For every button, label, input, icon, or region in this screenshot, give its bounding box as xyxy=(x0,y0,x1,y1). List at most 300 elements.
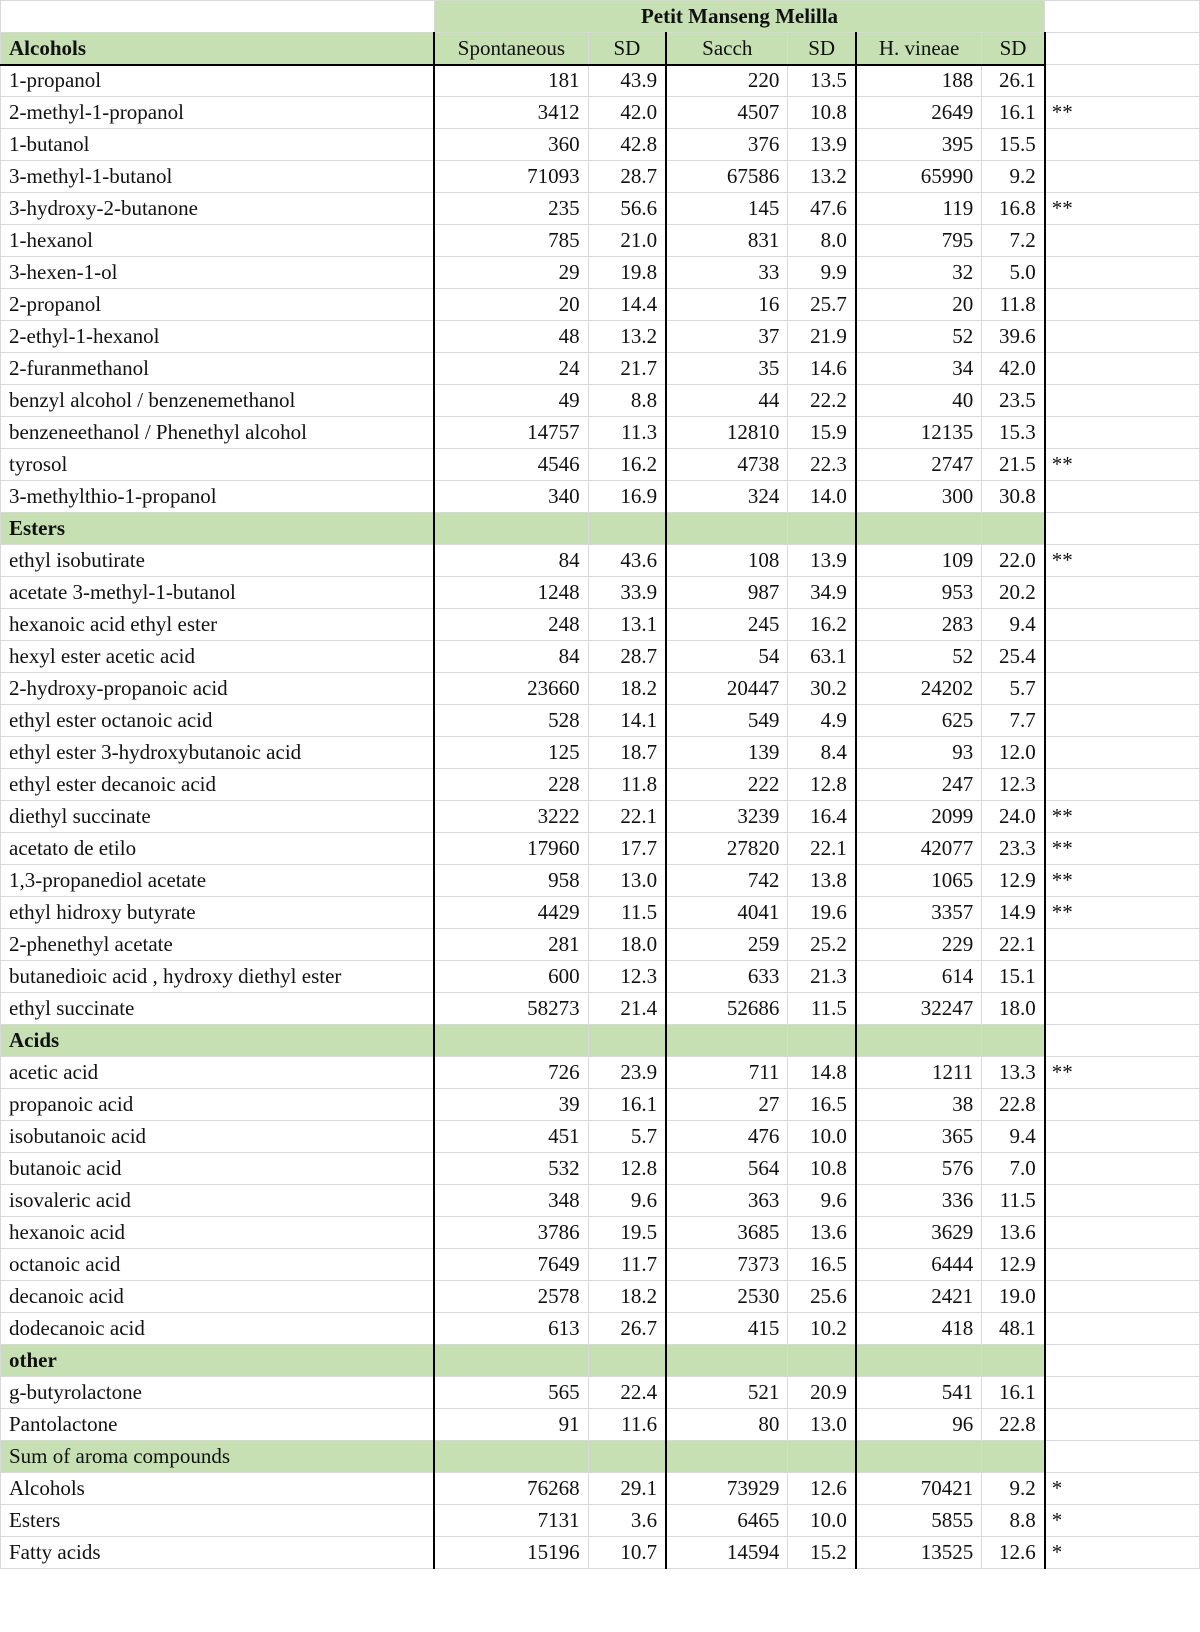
sd-hvineae[interactable]: 15.3 xyxy=(982,417,1045,449)
value-spontaneous[interactable]: 785 xyxy=(434,225,588,257)
value-sacch[interactable]: 35 xyxy=(666,353,788,385)
value-hvineae[interactable]: 34 xyxy=(856,353,982,385)
significance-flag[interactable] xyxy=(1045,353,1200,385)
value-spontaneous[interactable]: 451 xyxy=(434,1121,588,1153)
significance-flag[interactable] xyxy=(1045,961,1200,993)
value-sacch[interactable]: 27820 xyxy=(666,833,788,865)
sd-sacch[interactable]: 13.5 xyxy=(788,65,856,97)
header-sd-hvineae[interactable]: SD xyxy=(982,33,1045,65)
sd-spontaneous[interactable]: 23.9 xyxy=(588,1057,666,1089)
compound-name[interactable]: 2-ethyl-1-hexanol xyxy=(1,321,435,353)
compound-name[interactable]: butanedioic acid , hydroxy diethyl ester xyxy=(1,961,435,993)
section-fill-cell[interactable] xyxy=(434,1441,588,1473)
sd-sacch[interactable]: 13.9 xyxy=(788,545,856,577)
compound-name[interactable]: ethyl isobutirate xyxy=(1,545,435,577)
value-hvineae[interactable]: 5855 xyxy=(856,1505,982,1537)
value-sacch[interactable]: 80 xyxy=(666,1409,788,1441)
sd-sacch[interactable]: 16.2 xyxy=(788,609,856,641)
value-sacch[interactable]: 44 xyxy=(666,385,788,417)
compound-name[interactable]: 2-propanol xyxy=(1,289,435,321)
blank-cell[interactable] xyxy=(1045,1,1200,33)
sd-spontaneous[interactable]: 21.0 xyxy=(588,225,666,257)
value-hvineae[interactable]: 32247 xyxy=(856,993,982,1025)
value-sacch[interactable]: 3239 xyxy=(666,801,788,833)
section-fill-cell[interactable] xyxy=(666,513,788,545)
sd-spontaneous[interactable]: 11.5 xyxy=(588,897,666,929)
value-spontaneous[interactable]: 20 xyxy=(434,289,588,321)
value-spontaneous[interactable]: 24 xyxy=(434,353,588,385)
compound-name[interactable]: butanoic acid xyxy=(1,1153,435,1185)
value-hvineae[interactable]: 300 xyxy=(856,481,982,513)
value-hvineae[interactable]: 40 xyxy=(856,385,982,417)
compound-name[interactable]: 2-phenethyl acetate xyxy=(1,929,435,961)
significance-flag[interactable] xyxy=(1045,1153,1200,1185)
value-hvineae[interactable]: 32 xyxy=(856,257,982,289)
compound-name[interactable]: ethyl ester decanoic acid xyxy=(1,769,435,801)
sd-hvineae[interactable]: 9.4 xyxy=(982,1121,1045,1153)
value-sacch[interactable]: 37 xyxy=(666,321,788,353)
sd-spontaneous[interactable]: 12.3 xyxy=(588,961,666,993)
value-hvineae[interactable]: 93 xyxy=(856,737,982,769)
sd-spontaneous[interactable]: 18.2 xyxy=(588,1281,666,1313)
sd-sacch[interactable]: 16.5 xyxy=(788,1249,856,1281)
value-spontaneous[interactable]: 528 xyxy=(434,705,588,737)
compound-name[interactable]: diethyl succinate xyxy=(1,801,435,833)
sd-spontaneous[interactable]: 18.2 xyxy=(588,673,666,705)
value-hvineae[interactable]: 70421 xyxy=(856,1473,982,1505)
section-fill-cell[interactable] xyxy=(434,1345,588,1377)
sd-hvineae[interactable]: 11.5 xyxy=(982,1185,1045,1217)
significance-flag[interactable]: ** xyxy=(1045,449,1200,481)
sd-spontaneous[interactable]: 26.7 xyxy=(588,1313,666,1345)
value-hvineae[interactable]: 625 xyxy=(856,705,982,737)
significance-flag[interactable] xyxy=(1045,1313,1200,1345)
significance-flag[interactable] xyxy=(1045,1089,1200,1121)
value-hvineae[interactable]: 119 xyxy=(856,193,982,225)
sd-hvineae[interactable]: 22.8 xyxy=(982,1089,1045,1121)
sd-spontaneous[interactable]: 14.1 xyxy=(588,705,666,737)
sd-hvineae[interactable]: 22.0 xyxy=(982,545,1045,577)
value-sacch[interactable]: 6465 xyxy=(666,1505,788,1537)
section-fill-cell[interactable] xyxy=(856,513,982,545)
significance-flag[interactable] xyxy=(1045,321,1200,353)
sd-sacch[interactable]: 14.8 xyxy=(788,1057,856,1089)
blank-cell[interactable] xyxy=(1045,33,1200,65)
value-spontaneous[interactable]: 7131 xyxy=(434,1505,588,1537)
sd-hvineae[interactable]: 23.5 xyxy=(982,385,1045,417)
sd-spontaneous[interactable]: 13.2 xyxy=(588,321,666,353)
value-spontaneous[interactable]: 228 xyxy=(434,769,588,801)
sd-spontaneous[interactable]: 42.0 xyxy=(588,97,666,129)
sd-hvineae[interactable]: 9.4 xyxy=(982,609,1045,641)
sd-sacch[interactable]: 13.2 xyxy=(788,161,856,193)
section-fill-cell[interactable] xyxy=(434,513,588,545)
value-sacch[interactable]: 220 xyxy=(666,65,788,97)
value-sacch[interactable]: 139 xyxy=(666,737,788,769)
value-sacch[interactable]: 54 xyxy=(666,641,788,673)
sd-sacch[interactable]: 8.4 xyxy=(788,737,856,769)
section-fill-cell[interactable] xyxy=(588,1025,666,1057)
section-fill-cell[interactable] xyxy=(588,1345,666,1377)
sd-sacch[interactable]: 13.8 xyxy=(788,865,856,897)
compound-name[interactable]: hexanoic acid ethyl ester xyxy=(1,609,435,641)
value-sacch[interactable]: 633 xyxy=(666,961,788,993)
sd-spontaneous[interactable]: 11.7 xyxy=(588,1249,666,1281)
value-sacch[interactable]: 549 xyxy=(666,705,788,737)
sd-sacch[interactable]: 21.9 xyxy=(788,321,856,353)
value-sacch[interactable]: 222 xyxy=(666,769,788,801)
sd-spontaneous[interactable]: 18.0 xyxy=(588,929,666,961)
sd-hvineae[interactable]: 21.5 xyxy=(982,449,1045,481)
value-hvineae[interactable]: 13525 xyxy=(856,1537,982,1569)
sd-hvineae[interactable]: 26.1 xyxy=(982,65,1045,97)
compound-name[interactable]: ethyl hidroxy butyrate xyxy=(1,897,435,929)
blank-cell[interactable] xyxy=(1,1,435,33)
sd-hvineae[interactable]: 16.1 xyxy=(982,1377,1045,1409)
value-spontaneous[interactable]: 281 xyxy=(434,929,588,961)
sd-sacch[interactable]: 14.0 xyxy=(788,481,856,513)
value-spontaneous[interactable]: 84 xyxy=(434,545,588,577)
value-hvineae[interactable]: 6444 xyxy=(856,1249,982,1281)
sd-hvineae[interactable]: 9.2 xyxy=(982,161,1045,193)
value-hvineae[interactable]: 795 xyxy=(856,225,982,257)
value-sacch[interactable]: 14594 xyxy=(666,1537,788,1569)
sd-hvineae[interactable]: 12.9 xyxy=(982,1249,1045,1281)
significance-flag[interactable]: ** xyxy=(1045,833,1200,865)
sd-spontaneous[interactable]: 43.9 xyxy=(588,65,666,97)
value-hvineae[interactable]: 2421 xyxy=(856,1281,982,1313)
value-spontaneous[interactable]: 235 xyxy=(434,193,588,225)
compound-name[interactable]: 1,3-propanediol acetate xyxy=(1,865,435,897)
significance-flag[interactable]: * xyxy=(1045,1505,1200,1537)
compound-name[interactable]: ethyl ester 3-hydroxybutanoic acid xyxy=(1,737,435,769)
sd-sacch[interactable]: 10.2 xyxy=(788,1313,856,1345)
value-spontaneous[interactable]: 29 xyxy=(434,257,588,289)
value-hvineae[interactable]: 109 xyxy=(856,545,982,577)
sd-sacch[interactable]: 22.1 xyxy=(788,833,856,865)
sd-hvineae[interactable]: 13.6 xyxy=(982,1217,1045,1249)
sd-spontaneous[interactable]: 22.1 xyxy=(588,801,666,833)
compound-name[interactable]: acetate 3-methyl-1-butanol xyxy=(1,577,435,609)
compound-name[interactable]: g-butyrolactone xyxy=(1,1377,435,1409)
sd-sacch[interactable]: 15.9 xyxy=(788,417,856,449)
value-spontaneous[interactable]: 39 xyxy=(434,1089,588,1121)
sd-hvineae[interactable]: 16.1 xyxy=(982,97,1045,129)
significance-flag[interactable] xyxy=(1045,161,1200,193)
value-spontaneous[interactable]: 3222 xyxy=(434,801,588,833)
significance-flag[interactable] xyxy=(1045,1217,1200,1249)
section-fill-cell[interactable] xyxy=(588,1441,666,1473)
value-spontaneous[interactable]: 76268 xyxy=(434,1473,588,1505)
section-fill-cell[interactable] xyxy=(856,1345,982,1377)
sd-sacch[interactable]: 10.8 xyxy=(788,97,856,129)
significance-flag[interactable]: ** xyxy=(1045,1057,1200,1089)
significance-flag[interactable]: * xyxy=(1045,1473,1200,1505)
sd-sacch[interactable]: 9.9 xyxy=(788,257,856,289)
value-spontaneous[interactable]: 958 xyxy=(434,865,588,897)
value-hvineae[interactable]: 247 xyxy=(856,769,982,801)
value-hvineae[interactable]: 418 xyxy=(856,1313,982,1345)
sd-spontaneous[interactable]: 9.6 xyxy=(588,1185,666,1217)
value-sacch[interactable]: 476 xyxy=(666,1121,788,1153)
sd-hvineae[interactable]: 18.0 xyxy=(982,993,1045,1025)
compound-name[interactable]: hexanoic acid xyxy=(1,1217,435,1249)
sd-spontaneous[interactable]: 18.7 xyxy=(588,737,666,769)
section-label[interactable]: Acids xyxy=(1,1025,435,1057)
significance-flag[interactable]: ** xyxy=(1045,545,1200,577)
sd-sacch[interactable]: 12.8 xyxy=(788,769,856,801)
significance-flag[interactable] xyxy=(1045,1409,1200,1441)
sd-sacch[interactable]: 16.4 xyxy=(788,801,856,833)
value-hvineae[interactable]: 336 xyxy=(856,1185,982,1217)
sd-spontaneous[interactable]: 11.8 xyxy=(588,769,666,801)
value-sacch[interactable]: 259 xyxy=(666,929,788,961)
sd-hvineae[interactable]: 30.8 xyxy=(982,481,1045,513)
significance-flag[interactable] xyxy=(1045,673,1200,705)
value-sacch[interactable]: 12810 xyxy=(666,417,788,449)
sd-hvineae[interactable]: 5.7 xyxy=(982,673,1045,705)
value-spontaneous[interactable]: 2578 xyxy=(434,1281,588,1313)
value-sacch[interactable]: 987 xyxy=(666,577,788,609)
section-fill-cell[interactable] xyxy=(588,513,666,545)
value-spontaneous[interactable]: 4429 xyxy=(434,897,588,929)
value-sacch[interactable]: 4507 xyxy=(666,97,788,129)
blank-cell[interactable] xyxy=(1045,513,1200,545)
value-hvineae[interactable]: 365 xyxy=(856,1121,982,1153)
sd-hvineae[interactable]: 25.4 xyxy=(982,641,1045,673)
value-hvineae[interactable]: 2649 xyxy=(856,97,982,129)
sd-spontaneous[interactable]: 13.0 xyxy=(588,865,666,897)
sheet-title[interactable]: Petit Manseng Melilla xyxy=(434,1,1045,33)
sd-spontaneous[interactable]: 21.4 xyxy=(588,993,666,1025)
sd-hvineae[interactable]: 15.1 xyxy=(982,961,1045,993)
significance-flag[interactable] xyxy=(1045,129,1200,161)
sd-hvineae[interactable]: 12.6 xyxy=(982,1537,1045,1569)
compound-name[interactable]: propanoic acid xyxy=(1,1089,435,1121)
value-sacch[interactable]: 711 xyxy=(666,1057,788,1089)
header-compound[interactable]: Alcohols xyxy=(1,33,435,65)
sd-spontaneous[interactable]: 17.7 xyxy=(588,833,666,865)
value-sacch[interactable]: 3685 xyxy=(666,1217,788,1249)
significance-flag[interactable] xyxy=(1045,65,1200,97)
value-spontaneous[interactable]: 7649 xyxy=(434,1249,588,1281)
sd-spontaneous[interactable]: 10.7 xyxy=(588,1537,666,1569)
sd-hvineae[interactable]: 7.0 xyxy=(982,1153,1045,1185)
value-spontaneous[interactable]: 17960 xyxy=(434,833,588,865)
value-hvineae[interactable]: 3629 xyxy=(856,1217,982,1249)
value-hvineae[interactable]: 96 xyxy=(856,1409,982,1441)
significance-flag[interactable] xyxy=(1045,929,1200,961)
value-sacch[interactable]: 20447 xyxy=(666,673,788,705)
sd-spontaneous[interactable]: 16.1 xyxy=(588,1089,666,1121)
section-fill-cell[interactable] xyxy=(788,1441,856,1473)
sd-hvineae[interactable]: 7.7 xyxy=(982,705,1045,737)
value-hvineae[interactable]: 65990 xyxy=(856,161,982,193)
section-fill-cell[interactable] xyxy=(788,1025,856,1057)
sd-sacch[interactable]: 19.6 xyxy=(788,897,856,929)
sd-hvineae[interactable]: 15.5 xyxy=(982,129,1045,161)
sd-sacch[interactable]: 63.1 xyxy=(788,641,856,673)
sd-hvineae[interactable]: 11.8 xyxy=(982,289,1045,321)
sd-spontaneous[interactable]: 16.2 xyxy=(588,449,666,481)
section-fill-cell[interactable] xyxy=(666,1025,788,1057)
value-spontaneous[interactable]: 125 xyxy=(434,737,588,769)
value-hvineae[interactable]: 2747 xyxy=(856,449,982,481)
value-sacch[interactable]: 16 xyxy=(666,289,788,321)
compound-name[interactable]: 3-hexen-1-ol xyxy=(1,257,435,289)
significance-flag[interactable] xyxy=(1045,641,1200,673)
value-sacch[interactable]: 564 xyxy=(666,1153,788,1185)
value-hvineae[interactable]: 20 xyxy=(856,289,982,321)
compound-name[interactable]: tyrosol xyxy=(1,449,435,481)
section-fill-cell[interactable] xyxy=(982,1025,1045,1057)
sd-sacch[interactable]: 16.5 xyxy=(788,1089,856,1121)
sd-sacch[interactable]: 21.3 xyxy=(788,961,856,993)
sd-hvineae[interactable]: 5.0 xyxy=(982,257,1045,289)
section-fill-cell[interactable] xyxy=(788,513,856,545)
compound-name[interactable]: 2-methyl-1-propanol xyxy=(1,97,435,129)
compound-name[interactable]: dodecanoic acid xyxy=(1,1313,435,1345)
significance-flag[interactable]: ** xyxy=(1045,865,1200,897)
sd-hvineae[interactable]: 20.2 xyxy=(982,577,1045,609)
sd-sacch[interactable]: 13.0 xyxy=(788,1409,856,1441)
section-fill-cell[interactable] xyxy=(666,1345,788,1377)
value-sacch[interactable]: 33 xyxy=(666,257,788,289)
value-hvineae[interactable]: 1065 xyxy=(856,865,982,897)
significance-flag[interactable]: ** xyxy=(1045,897,1200,929)
header-sd-sacch[interactable]: SD xyxy=(788,33,856,65)
sd-spontaneous[interactable]: 5.7 xyxy=(588,1121,666,1153)
sd-hvineae[interactable]: 13.3 xyxy=(982,1057,1045,1089)
compound-name[interactable]: Pantolactone xyxy=(1,1409,435,1441)
sd-spontaneous[interactable]: 22.4 xyxy=(588,1377,666,1409)
compound-name[interactable]: benzeneethanol / Phenethyl alcohol xyxy=(1,417,435,449)
value-hvineae[interactable]: 52 xyxy=(856,321,982,353)
sd-hvineae[interactable]: 23.3 xyxy=(982,833,1045,865)
value-sacch[interactable]: 108 xyxy=(666,545,788,577)
value-sacch[interactable]: 2530 xyxy=(666,1281,788,1313)
value-hvineae[interactable]: 3357 xyxy=(856,897,982,929)
header-sacch[interactable]: Sacch xyxy=(666,33,788,65)
value-spontaneous[interactable]: 3412 xyxy=(434,97,588,129)
significance-flag[interactable]: ** xyxy=(1045,193,1200,225)
sd-spontaneous[interactable]: 21.7 xyxy=(588,353,666,385)
value-hvineae[interactable]: 614 xyxy=(856,961,982,993)
blank-cell[interactable] xyxy=(1045,1345,1200,1377)
value-hvineae[interactable]: 24202 xyxy=(856,673,982,705)
section-fill-cell[interactable] xyxy=(982,1345,1045,1377)
sd-sacch[interactable]: 9.6 xyxy=(788,1185,856,1217)
significance-flag[interactable] xyxy=(1045,1121,1200,1153)
value-sacch[interactable]: 7373 xyxy=(666,1249,788,1281)
compound-name[interactable]: ethyl succinate xyxy=(1,993,435,1025)
sd-hvineae[interactable]: 22.8 xyxy=(982,1409,1045,1441)
value-hvineae[interactable]: 576 xyxy=(856,1153,982,1185)
sd-spontaneous[interactable]: 12.8 xyxy=(588,1153,666,1185)
sd-hvineae[interactable]: 22.1 xyxy=(982,929,1045,961)
sd-spontaneous[interactable]: 13.1 xyxy=(588,609,666,641)
value-hvineae[interactable]: 12135 xyxy=(856,417,982,449)
sd-hvineae[interactable]: 12.9 xyxy=(982,865,1045,897)
compound-name[interactable]: isobutanoic acid xyxy=(1,1121,435,1153)
compound-name[interactable]: ethyl ester octanoic acid xyxy=(1,705,435,737)
sd-hvineae[interactable]: 7.2 xyxy=(982,225,1045,257)
value-spontaneous[interactable]: 48 xyxy=(434,321,588,353)
sd-hvineae[interactable]: 12.0 xyxy=(982,737,1045,769)
sd-hvineae[interactable]: 16.8 xyxy=(982,193,1045,225)
compound-name[interactable]: Esters xyxy=(1,1505,435,1537)
sd-sacch[interactable]: 14.6 xyxy=(788,353,856,385)
significance-flag[interactable]: * xyxy=(1045,1537,1200,1569)
significance-flag[interactable] xyxy=(1045,481,1200,513)
sd-spontaneous[interactable]: 19.5 xyxy=(588,1217,666,1249)
value-sacch[interactable]: 831 xyxy=(666,225,788,257)
sd-hvineae[interactable]: 19.0 xyxy=(982,1281,1045,1313)
value-hvineae[interactable]: 229 xyxy=(856,929,982,961)
compound-name[interactable]: 1-propanol xyxy=(1,65,435,97)
value-hvineae[interactable]: 2099 xyxy=(856,801,982,833)
blank-cell[interactable] xyxy=(1045,1025,1200,1057)
value-sacch[interactable]: 363 xyxy=(666,1185,788,1217)
significance-flag[interactable] xyxy=(1045,993,1200,1025)
value-spontaneous[interactable]: 49 xyxy=(434,385,588,417)
sd-sacch[interactable]: 12.6 xyxy=(788,1473,856,1505)
value-sacch[interactable]: 52686 xyxy=(666,993,788,1025)
sd-spontaneous[interactable]: 42.8 xyxy=(588,129,666,161)
value-spontaneous[interactable]: 84 xyxy=(434,641,588,673)
compound-name[interactable]: 3-hydroxy-2-butanone xyxy=(1,193,435,225)
significance-flag[interactable]: ** xyxy=(1045,97,1200,129)
compound-name[interactable]: benzyl alcohol / benzenemethanol xyxy=(1,385,435,417)
section-fill-cell[interactable] xyxy=(788,1345,856,1377)
value-hvineae[interactable]: 38 xyxy=(856,1089,982,1121)
significance-flag[interactable] xyxy=(1045,1377,1200,1409)
value-sacch[interactable]: 376 xyxy=(666,129,788,161)
compound-name[interactable]: 3-methylthio-1-propanol xyxy=(1,481,435,513)
value-spontaneous[interactable]: 340 xyxy=(434,481,588,513)
value-spontaneous[interactable]: 360 xyxy=(434,129,588,161)
significance-flag[interactable] xyxy=(1045,225,1200,257)
value-hvineae[interactable]: 188 xyxy=(856,65,982,97)
sd-spontaneous[interactable]: 19.8 xyxy=(588,257,666,289)
significance-flag[interactable] xyxy=(1045,705,1200,737)
value-spontaneous[interactable]: 613 xyxy=(434,1313,588,1345)
sd-sacch[interactable]: 8.0 xyxy=(788,225,856,257)
value-hvineae[interactable]: 283 xyxy=(856,609,982,641)
value-spontaneous[interactable]: 248 xyxy=(434,609,588,641)
value-spontaneous[interactable]: 532 xyxy=(434,1153,588,1185)
section-label[interactable]: other xyxy=(1,1345,435,1377)
sd-spontaneous[interactable]: 28.7 xyxy=(588,161,666,193)
sd-hvineae[interactable]: 42.0 xyxy=(982,353,1045,385)
blank-cell[interactable] xyxy=(1045,1441,1200,1473)
significance-flag[interactable] xyxy=(1045,1281,1200,1313)
significance-flag[interactable] xyxy=(1045,1249,1200,1281)
compound-name[interactable]: decanoic acid xyxy=(1,1281,435,1313)
compound-name[interactable]: Fatty acids xyxy=(1,1537,435,1569)
significance-flag[interactable] xyxy=(1045,289,1200,321)
value-hvineae[interactable]: 42077 xyxy=(856,833,982,865)
header-spontaneous[interactable]: Spontaneous xyxy=(434,33,588,65)
section-fill-cell[interactable] xyxy=(434,1025,588,1057)
compound-name[interactable]: hexyl ester acetic acid xyxy=(1,641,435,673)
sd-hvineae[interactable]: 12.3 xyxy=(982,769,1045,801)
value-sacch[interactable]: 67586 xyxy=(666,161,788,193)
section-fill-cell[interactable] xyxy=(856,1441,982,1473)
value-spontaneous[interactable]: 91 xyxy=(434,1409,588,1441)
sd-sacch[interactable]: 13.6 xyxy=(788,1217,856,1249)
sd-sacch[interactable]: 34.9 xyxy=(788,577,856,609)
